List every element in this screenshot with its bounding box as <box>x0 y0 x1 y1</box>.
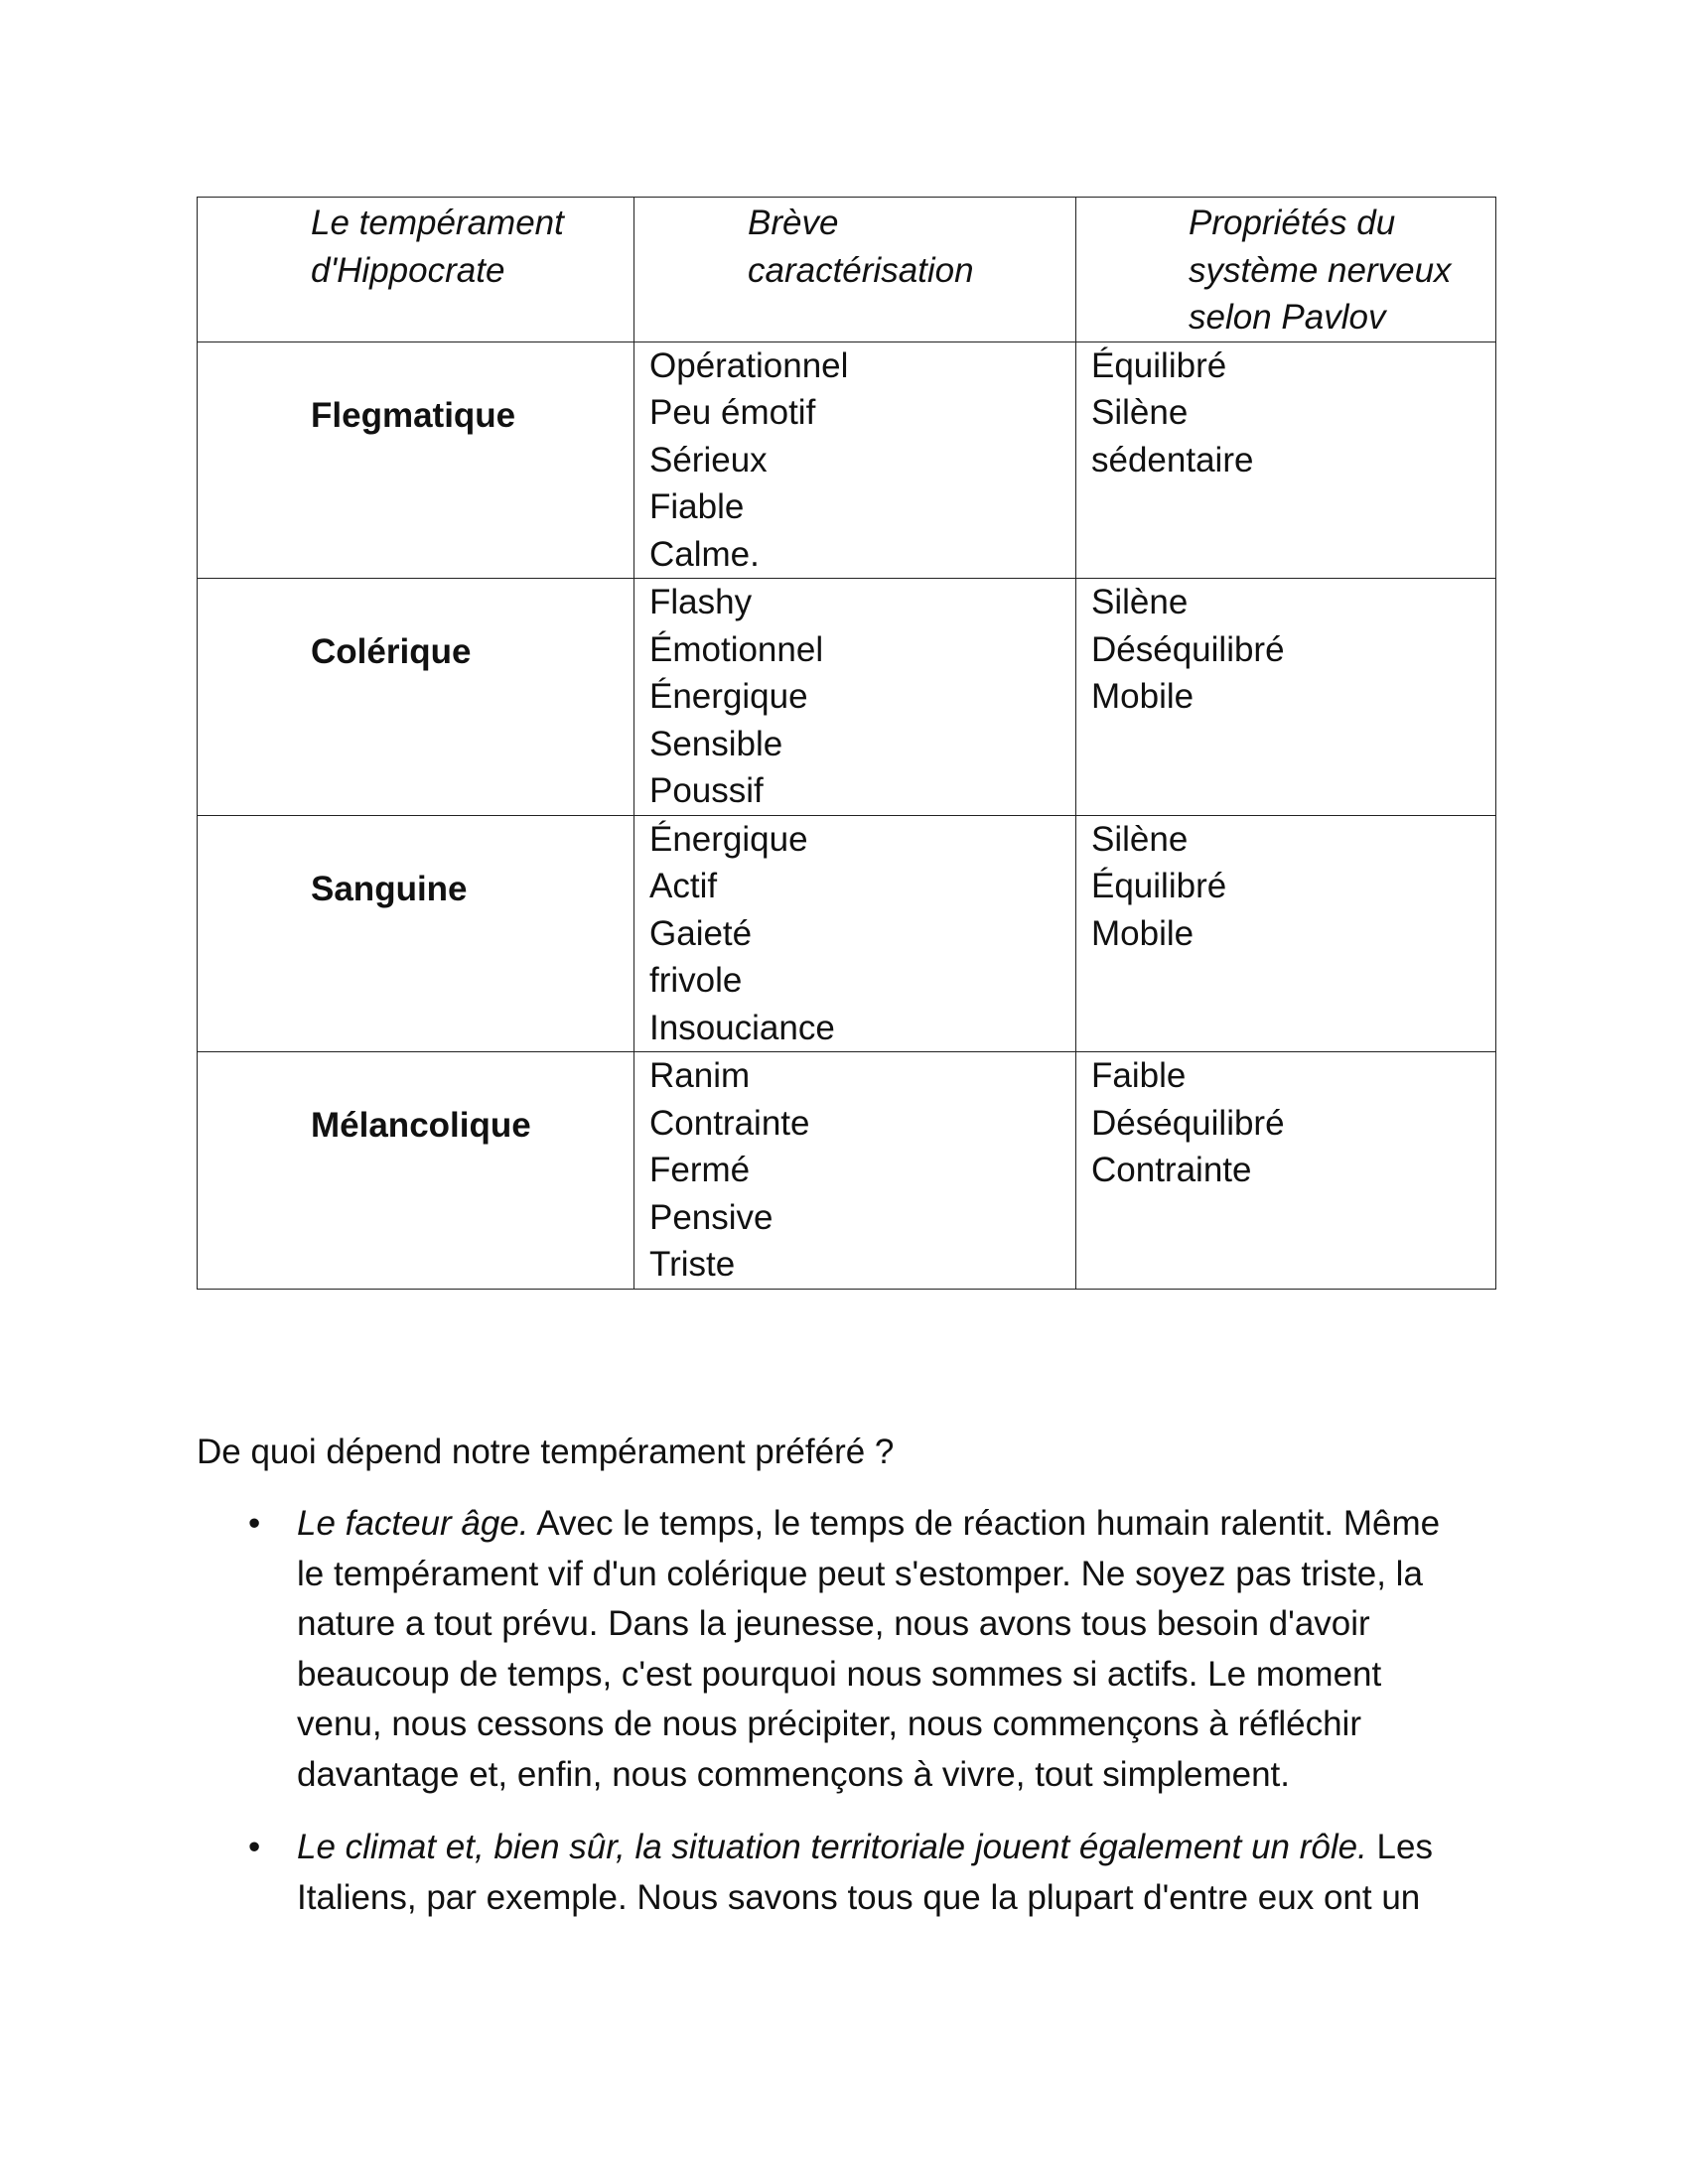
property: sédentaire <box>1091 440 1254 479</box>
property: Mobile <box>1091 913 1195 953</box>
list-item <box>197 1499 1497 1800</box>
trait: Calme. <box>649 534 760 574</box>
header-text: d'Hippocrate <box>311 250 505 290</box>
temperament-name-cell <box>198 579 634 816</box>
trait: frivole <box>649 961 743 1000</box>
table-row <box>198 579 1496 816</box>
bullet-line: venu, nous cessons de nous précipiter, nous commençons à réfléchir <box>297 1705 1361 1743</box>
table-row <box>198 815 1496 1052</box>
trait: Insouciance <box>649 1008 835 1047</box>
bullet-line: davantage et, enfin, nous commençons à vivre, tout simplement. <box>297 1754 1290 1794</box>
trait: Opérationnel <box>649 345 849 385</box>
property: Silène <box>1091 583 1189 621</box>
temperament-name: Colérique <box>311 632 472 671</box>
bullet-first-line <box>297 1823 1497 1873</box>
bullet-line: le tempérament vif d'un colérique peut s'estomper. Ne soyez pas triste, la <box>297 1554 1423 1593</box>
header-temperament <box>198 198 634 342</box>
property: Contrainte <box>1091 1151 1252 1189</box>
trait: Flashy <box>649 583 753 621</box>
property: Équilibré <box>1091 345 1227 385</box>
trait: Triste <box>649 1245 736 1284</box>
property: Mobile <box>1091 677 1195 716</box>
trait: Contrainte <box>649 1103 810 1143</box>
bullet-text: Les <box>1366 1828 1433 1866</box>
trait: Poussif <box>649 771 764 810</box>
trait: Peu émotif <box>649 393 816 432</box>
properties-cell <box>1076 341 1496 579</box>
temperament-name: Mélancolique <box>311 1106 531 1145</box>
property: Faible <box>1091 1056 1187 1095</box>
table-row <box>198 1052 1496 1290</box>
bullet-text: Avec le temps, le temps de réaction humain ralentit. Même <box>528 1504 1441 1543</box>
bullet-line: beaucoup de temps, c'est pourquoi nous sommes si actifs. Le moment <box>297 1654 1382 1694</box>
temperament-name-cell <box>198 815 634 1052</box>
bullet-lead: Le climat et, bien sûr, la situation territoriale jouent également un rôle. <box>297 1828 1367 1866</box>
bullet-list <box>197 1499 1497 1923</box>
property: Silène <box>1091 393 1189 432</box>
header-pavlov-properties <box>1076 198 1496 342</box>
temperament-name-cell <box>198 341 634 579</box>
header-text: caractérisation <box>748 250 974 290</box>
traits-cell <box>634 1052 1076 1290</box>
traits-cell <box>634 579 1076 816</box>
bullet-line: nature a tout prévu. Dans la jeunesse, nous avons tous besoin d'avoir <box>297 1604 1370 1643</box>
header-text: Propriétés du <box>1189 204 1396 242</box>
trait: Énergique <box>649 819 808 859</box>
header-text: selon Pavlov <box>1189 298 1386 337</box>
temperament-name: Flegmatique <box>311 395 516 435</box>
trait: Actif <box>649 867 718 905</box>
properties-cell <box>1076 815 1496 1052</box>
list-item <box>197 1823 1497 1923</box>
bullet-first-line <box>297 1499 1497 1550</box>
temperament-table <box>197 197 1496 1290</box>
trait: Fermé <box>649 1151 751 1189</box>
trait: Émotionnel <box>649 629 824 669</box>
properties-cell <box>1076 1052 1496 1290</box>
trait: Ranim <box>649 1056 751 1095</box>
property: Déséquilibré <box>1091 1103 1285 1143</box>
property: Silène <box>1091 819 1189 859</box>
properties-cell <box>1076 579 1496 816</box>
header-text: système nerveux <box>1189 250 1452 290</box>
header-text: Brève <box>748 204 839 242</box>
table-header-row <box>198 198 1496 342</box>
bullet-icon: • <box>248 1504 261 1543</box>
table-row <box>198 341 1496 579</box>
traits-cell <box>634 341 1076 579</box>
temperament-name-cell <box>198 1052 634 1290</box>
temperament-name: Sanguine <box>311 869 468 908</box>
header-characterisation <box>634 198 1076 342</box>
trait: Énergique <box>649 677 808 716</box>
traits-cell <box>634 815 1076 1052</box>
property: Déséquilibré <box>1091 629 1285 669</box>
header-text: Le tempérament <box>311 204 564 242</box>
trait: Gaieté <box>649 913 753 953</box>
trait: Fiable <box>649 487 745 526</box>
question-text: De quoi dépend notre tempérament préféré ? <box>197 1433 895 1471</box>
trait: Pensive <box>649 1197 774 1237</box>
property: Équilibré <box>1091 867 1227 905</box>
bullet-icon: • <box>248 1828 261 1866</box>
trait: Sensible <box>649 724 783 763</box>
trait: Sérieux <box>649 440 768 479</box>
bullet-line: Italiens, par exemple. Nous savons tous que la plupart d'entre eux ont un <box>297 1877 1421 1917</box>
bullet-lead: Le facteur âge. <box>297 1504 529 1543</box>
